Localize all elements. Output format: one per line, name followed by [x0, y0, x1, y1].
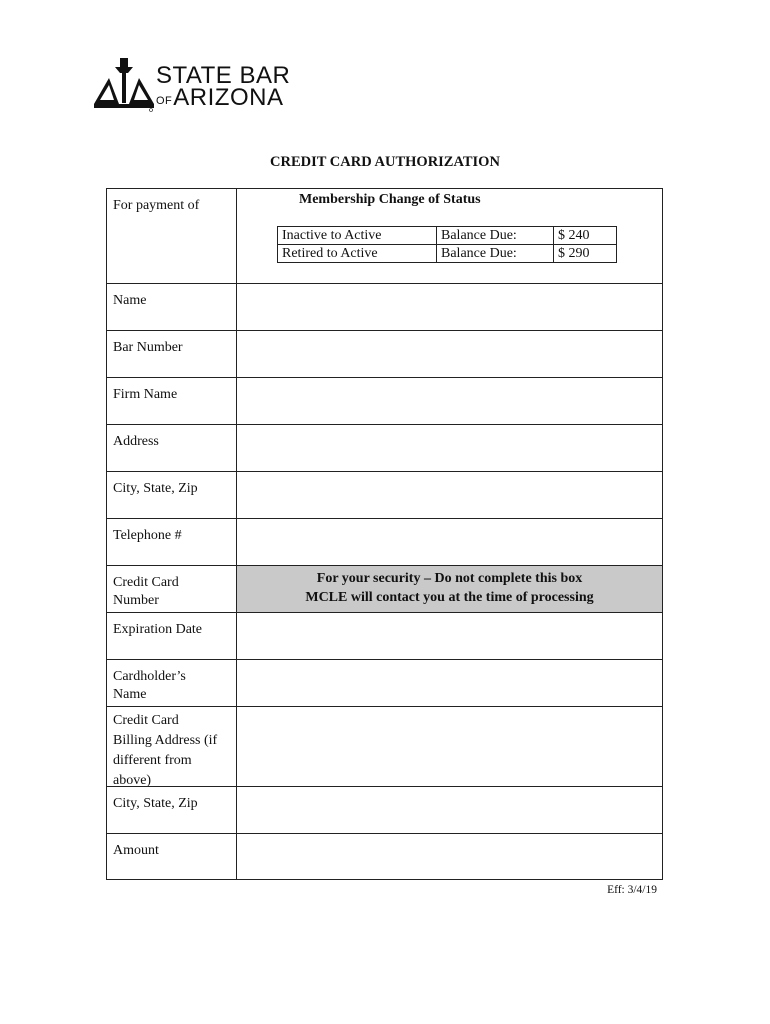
- logo-text-state-bar: STATE BAR: [156, 62, 291, 89]
- billing-city-state-zip-field[interactable]: [237, 787, 662, 833]
- security-notice: [237, 566, 662, 612]
- table-row: [278, 245, 617, 263]
- payment-details: [237, 189, 662, 283]
- billing-city-state-zip-row: [107, 786, 662, 833]
- security-notice-line2: MCLE will contact you at the time of processing: [305, 590, 594, 605]
- city-state-zip-field[interactable]: [237, 472, 662, 518]
- amount-label: Amount: [107, 834, 237, 880]
- name-field[interactable]: [237, 284, 662, 330]
- telephone-row: [107, 518, 662, 565]
- status-change-cell: Inactive to Active: [278, 227, 437, 245]
- authorization-form: [106, 188, 663, 880]
- balance-amount-cell: $ 290: [554, 245, 617, 263]
- telephone-field[interactable]: [237, 519, 662, 565]
- expiration-date-row: [107, 612, 662, 659]
- balance-label-cell: Balance Due:: [437, 227, 554, 245]
- credit-card-number-label: Credit Card Number: [107, 566, 237, 612]
- name-row: [107, 283, 662, 330]
- payment-label: For payment of: [107, 189, 237, 283]
- balance-amount-cell: $ 240: [554, 227, 617, 245]
- payment-row: [107, 189, 662, 283]
- cardholder-name-label: Cardholder’s Name: [107, 660, 237, 706]
- firm-name-label: Firm Name: [107, 378, 237, 424]
- amount-field[interactable]: [237, 834, 662, 880]
- name-label: Name: [107, 284, 237, 330]
- balance-label-cell: Balance Due:: [437, 245, 554, 263]
- billing-city-state-zip-label: City, State, Zip: [107, 787, 237, 833]
- cardholder-name-row: [107, 659, 662, 706]
- page-title: CREDIT CARD AUTHORIZATION: [270, 154, 500, 170]
- address-label: Address: [107, 425, 237, 471]
- state-bar-logo: [93, 58, 293, 112]
- city-state-zip-row: [107, 471, 662, 518]
- billing-address-label: Credit Card Billing Address (if different from above): [107, 707, 237, 786]
- logo-text-of: OF: [156, 95, 173, 107]
- logo-text-arizona: [156, 86, 283, 114]
- expiration-date-field[interactable]: [237, 613, 662, 659]
- bar-number-field[interactable]: [237, 331, 662, 377]
- billing-address-row: [107, 706, 662, 786]
- address-field[interactable]: [237, 425, 662, 471]
- billing-address-field[interactable]: [237, 707, 662, 786]
- logo-text-arizona-word: ARIZONA: [173, 84, 284, 111]
- table-row: [278, 227, 617, 245]
- membership-heading: Membership Change of Status: [299, 192, 481, 207]
- status-change-table: [277, 226, 617, 263]
- expiration-date-label: Expiration Date: [107, 613, 237, 659]
- scales-emblem-icon: [93, 58, 155, 112]
- security-notice-line1: For your security – Do not complete this box: [316, 571, 583, 586]
- firm-name-field[interactable]: [237, 378, 662, 424]
- status-change-cell: Retired to Active: [278, 245, 437, 263]
- amount-row: [107, 833, 662, 880]
- telephone-label: Telephone #: [107, 519, 237, 565]
- credit-card-number-row: [107, 565, 662, 612]
- firm-name-row: [107, 377, 662, 424]
- bar-number-row: [107, 330, 662, 377]
- bar-number-label: Bar Number: [107, 331, 237, 377]
- address-row: [107, 424, 662, 471]
- city-state-zip-label: City, State, Zip: [107, 472, 237, 518]
- cardholder-name-field[interactable]: [237, 660, 662, 706]
- effective-date: Eff: 3/4/19: [607, 884, 657, 896]
